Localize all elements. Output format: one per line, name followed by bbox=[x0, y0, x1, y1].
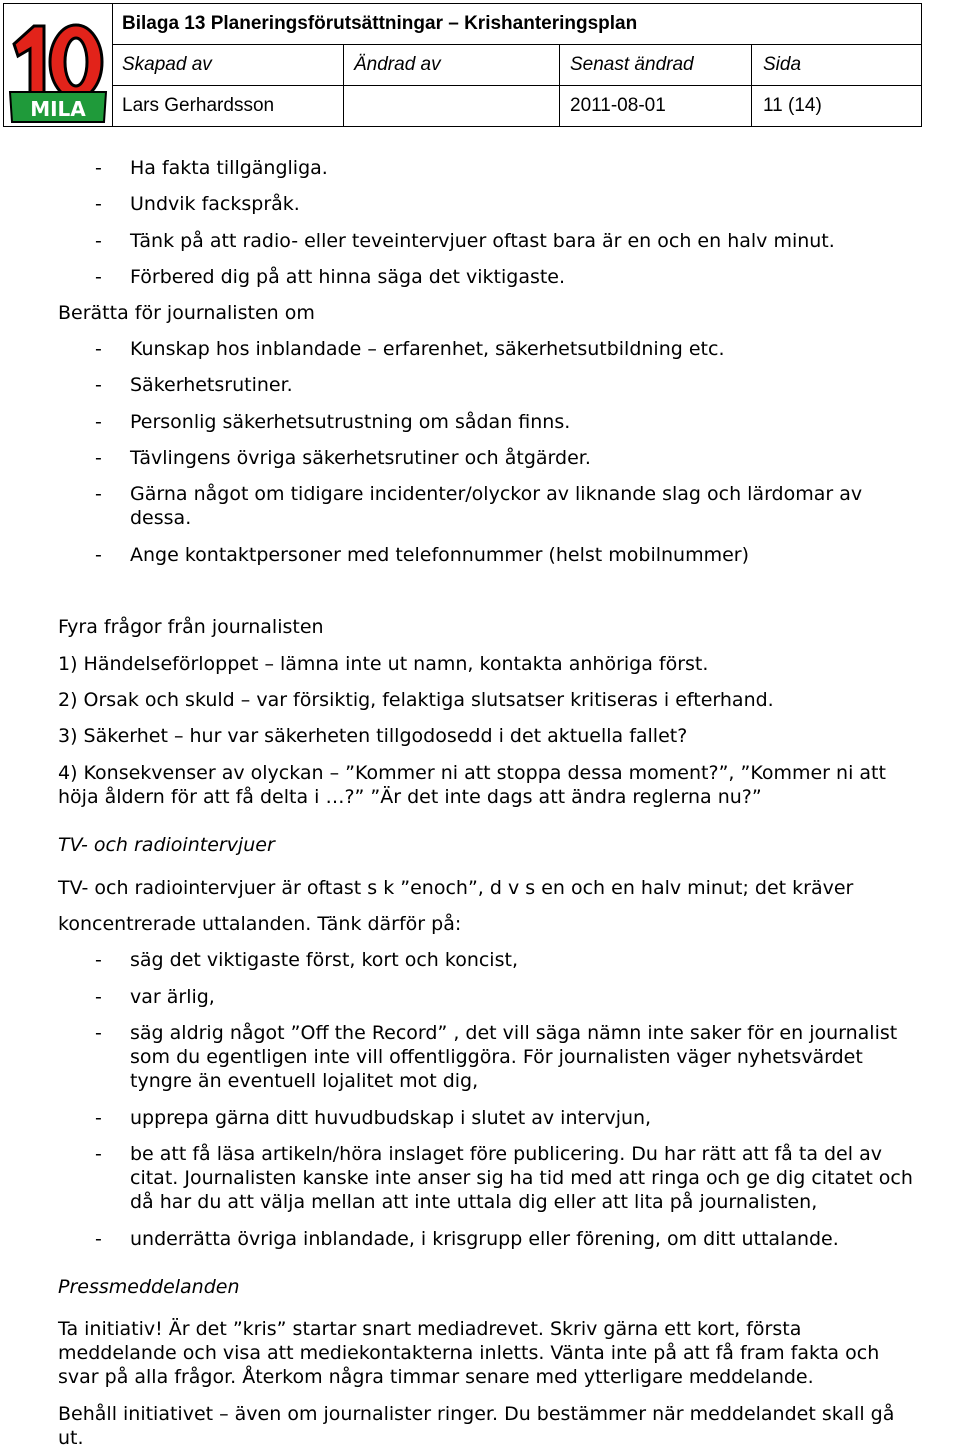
tv-intro-line: koncentrerade uttalanden. Tänk därför på: bbox=[58, 913, 462, 935]
press-paragraph-line: meddelande och visa att mediekontakterna inletts. Vänta inte på att få fram fakta och bbox=[58, 1342, 880, 1364]
logo-text: MILA bbox=[30, 97, 86, 121]
tv-intro-line: TV- och radiointervjuer är oftast s k ”enoch”, d v s en och en halv minut; det kräver bbox=[58, 877, 854, 899]
question-item: 1) Händelseförloppet – lämna inte ut namn, kontakta anhöriga först. bbox=[58, 653, 709, 675]
question-item: 2) Orsak och skuld – var försiktig, felaktiga slutsatser kritiseras i efterhand. bbox=[58, 689, 774, 711]
press-paragraph-line: Behåll initiativet – även om journalister ringer. Du bestämmer när meddelandet skall gå bbox=[58, 1403, 895, 1425]
logo-divider bbox=[112, 4, 113, 126]
header-row-divider-1 bbox=[112, 44, 921, 45]
tv-heading: TV- och radiointervjuer bbox=[58, 834, 275, 856]
press-paragraph-line: ut. bbox=[58, 1427, 84, 1449]
press-heading: Pressmeddelanden bbox=[58, 1276, 240, 1298]
page-number: 11 (14) bbox=[763, 95, 822, 116]
document-header bbox=[3, 3, 922, 127]
question-item: 4) Konsekvenser av olyckan – ”Kommer ni att stoppa dessa moment?”, ”Kommer ni att bbox=[58, 762, 886, 784]
header-row-divider-2 bbox=[112, 85, 921, 86]
press-paragraph-line: svar på alla frågor. Återkom några timmar senare med ytterligare meddelande. bbox=[58, 1366, 814, 1388]
question-item-continuation: höja åldern för att få delta i …?” ”Är det inte dags att ändra reglerna nu?” bbox=[58, 786, 762, 808]
header-col-divider-3 bbox=[751, 45, 752, 126]
page-label: Sida bbox=[763, 54, 802, 75]
changed-by-label: Ändrad av bbox=[354, 54, 441, 75]
question-item: 3) Säkerhet – hur var säkerheten tillgodosedd i det aktuella fallet? bbox=[58, 725, 688, 747]
10mila-logo bbox=[4, 4, 112, 126]
created-by-label: Skapad av bbox=[122, 54, 212, 75]
tell-heading: Berätta för journalisten om bbox=[58, 302, 315, 324]
last-changed-value: 2011-08-01 bbox=[570, 95, 666, 116]
document-title: Bilaga 13 Planeringsförutsättningar – Krishanteringsplan bbox=[122, 13, 638, 34]
created-by-value: Lars Gerhardsson bbox=[122, 95, 275, 116]
questions-heading: Fyra frågor från journalisten bbox=[58, 616, 324, 638]
header-col-divider-1 bbox=[343, 45, 344, 126]
last-changed-label: Senast ändrad bbox=[570, 54, 694, 75]
press-paragraph-line: Ta initiativ! Är det ”kris” startar snart mediadrevet. Skriv gärna ett kort, första bbox=[58, 1318, 802, 1340]
header-col-divider-2 bbox=[559, 45, 560, 126]
